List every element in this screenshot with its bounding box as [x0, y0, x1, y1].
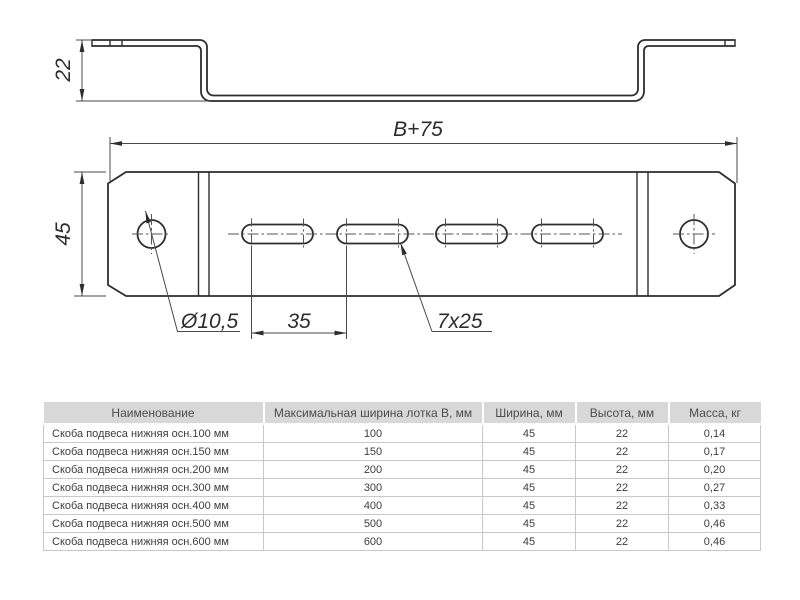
cell-mass: 0,46 [669, 533, 761, 551]
dim-45-arrow-bottom [80, 284, 85, 296]
table-row [44, 424, 761, 443]
cell-max-width: 400 [264, 497, 483, 515]
cell-height: 22 [576, 533, 669, 551]
cell-name: Скоба подвеса нижняя осн.150 мм [44, 443, 264, 461]
cell-mass: 0,14 [669, 424, 761, 443]
table-row [44, 443, 761, 461]
front-view [52, 118, 737, 339]
cell-width: 45 [483, 497, 576, 515]
table-row [44, 497, 761, 515]
cell-name: Скоба подвеса нижняя осн.200 мм [44, 461, 264, 479]
cell-name: Скоба подвеса нижняя осн.400 мм [44, 497, 264, 515]
col-header-name: Наименование [44, 402, 264, 424]
col-header-mass: Масса, кг [669, 402, 761, 424]
cell-name: Скоба подвеса нижняя осн.500 мм [44, 515, 264, 533]
cell-max-width: 500 [264, 515, 483, 533]
cell-max-width: 200 [264, 461, 483, 479]
cell-height: 22 [576, 461, 669, 479]
cell-width: 45 [483, 479, 576, 497]
cell-mass: 0,33 [669, 497, 761, 515]
plate-outline [108, 172, 735, 296]
side-view [52, 40, 735, 101]
col-header-max-width: Максимальная ширина лотка B, мм [264, 402, 483, 424]
cell-height: 22 [576, 479, 669, 497]
dim-22-arrow-top [80, 40, 85, 52]
table-row [44, 515, 761, 533]
dim-45-extension-lines [74, 172, 106, 296]
leader-hole-arrow [146, 211, 152, 223]
table-row [44, 461, 761, 479]
cell-name: Скоба подвеса нижняя осн.300 мм [44, 479, 264, 497]
cell-max-width: 300 [264, 479, 483, 497]
spec-table [43, 402, 761, 551]
dim-22-extension-lines [76, 40, 210, 101]
cell-max-width: 600 [264, 533, 483, 551]
cell-width: 45 [483, 533, 576, 551]
cell-mass: 0,46 [669, 515, 761, 533]
dim-label-height-45: 45 [52, 222, 75, 246]
cell-name: Скоба подвеса нижняя осн.600 мм [44, 533, 264, 551]
cell-max-width: 100 [264, 424, 483, 443]
cell-mass: 0,17 [669, 443, 761, 461]
dim-label-hole-diameter: Ø10,5 [181, 310, 239, 333]
dim-35-arrow-right [335, 331, 347, 336]
dim-b75-arrow-right [725, 141, 737, 146]
dim-45-arrow-top [80, 172, 85, 184]
spec-table-body [44, 424, 761, 551]
cell-height: 22 [576, 497, 669, 515]
dim-22-arrow-bottom [80, 89, 85, 101]
cell-height: 22 [576, 443, 669, 461]
profile-outer-line [92, 40, 735, 96]
dim-label-width-b75: B+75 [393, 118, 443, 141]
col-header-width: Ширина, мм [483, 402, 576, 424]
cell-max-width: 150 [264, 443, 483, 461]
cell-height: 22 [576, 515, 669, 533]
cell-name: Скоба подвеса нижняя осн.100 мм [44, 424, 264, 443]
spec-table-header [44, 402, 761, 424]
cell-mass: 0,20 [669, 461, 761, 479]
table-row [44, 533, 761, 551]
header-row [44, 402, 761, 424]
cell-width: 45 [483, 424, 576, 443]
dim-label-pitch-35: 35 [287, 310, 311, 333]
dim-label-slot-size: 7x25 [437, 310, 483, 333]
cell-mass: 0,27 [669, 479, 761, 497]
dim-35-arrow-left [252, 331, 264, 336]
cell-width: 45 [483, 443, 576, 461]
col-header-height: Высота, мм [576, 402, 669, 424]
dim-label-height-22: 22 [52, 58, 75, 82]
cell-width: 45 [483, 515, 576, 533]
hole-centerlines [132, 214, 715, 254]
table-row [44, 479, 761, 497]
cell-height: 22 [576, 424, 669, 443]
dim-b75-arrow-left [110, 141, 122, 146]
leader-slot-arrow [401, 243, 407, 255]
cell-width: 45 [483, 461, 576, 479]
